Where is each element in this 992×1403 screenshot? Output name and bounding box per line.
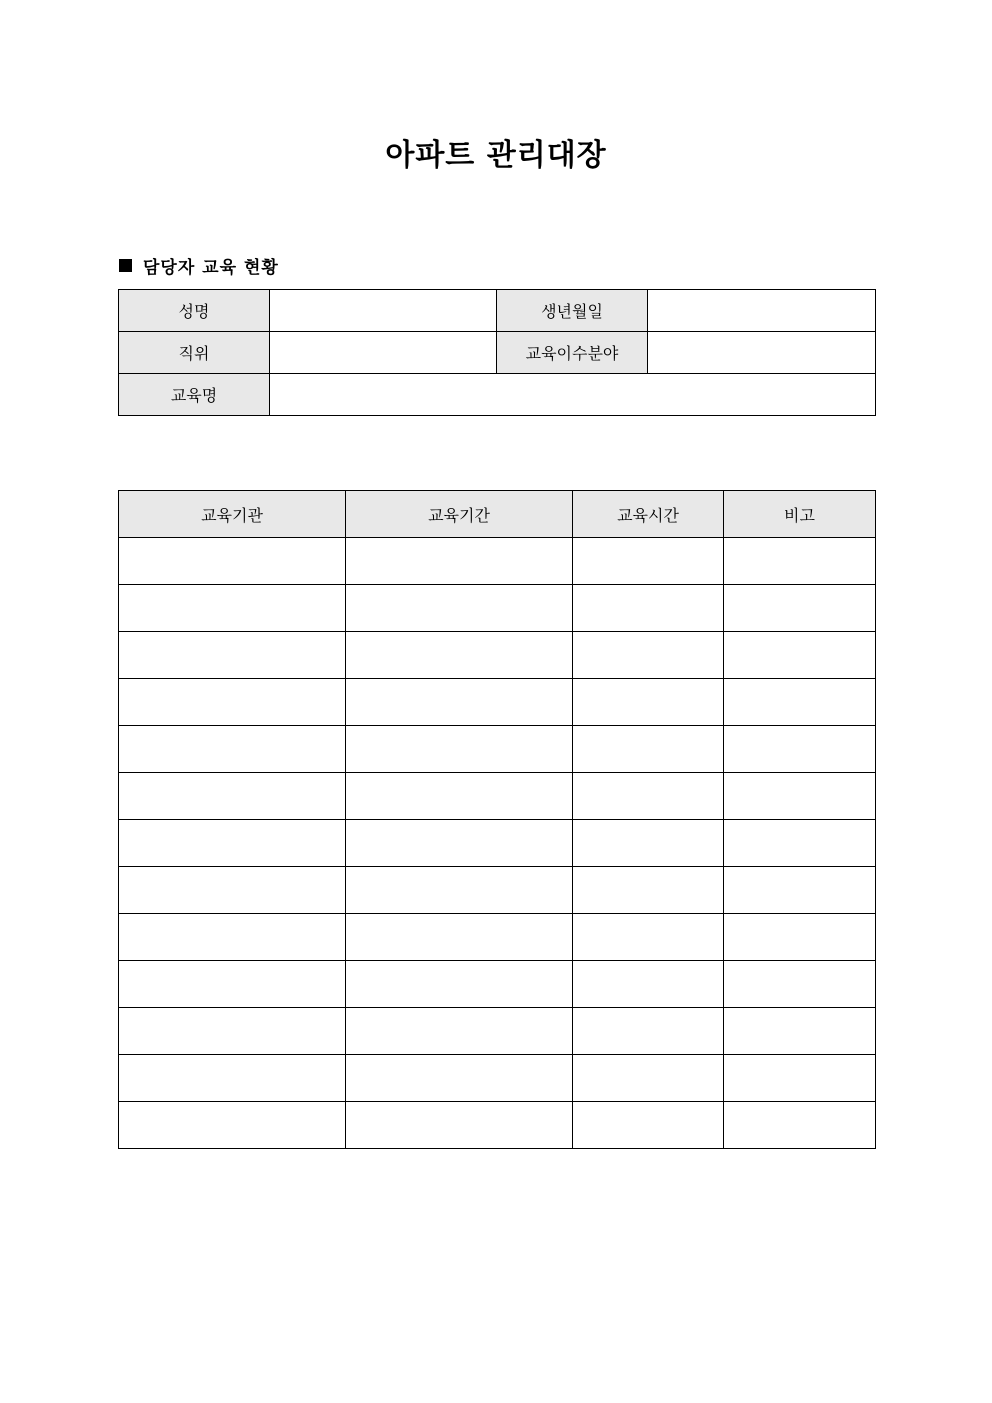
period-cell[interactable] [346, 679, 573, 726]
remarks-cell[interactable] [724, 1008, 876, 1055]
section-heading [119, 252, 279, 278]
header-institution: 교육기관 [119, 491, 346, 538]
training-record-table [118, 490, 876, 1149]
remarks-cell[interactable] [724, 867, 876, 914]
table-row [119, 867, 876, 914]
remarks-cell[interactable] [724, 1102, 876, 1149]
institution-cell[interactable] [119, 1055, 346, 1102]
table-row [119, 961, 876, 1008]
hours-cell[interactable] [573, 538, 724, 585]
institution-cell[interactable] [119, 773, 346, 820]
hours-cell[interactable] [573, 1055, 724, 1102]
period-cell[interactable] [346, 585, 573, 632]
hours-cell[interactable] [573, 773, 724, 820]
hours-cell[interactable] [573, 1008, 724, 1055]
info-row-course [119, 374, 876, 416]
institution-cell[interactable] [119, 914, 346, 961]
period-cell[interactable] [346, 914, 573, 961]
hours-cell[interactable] [573, 726, 724, 773]
table-row [119, 914, 876, 961]
institution-cell[interactable] [119, 961, 346, 1008]
table-row [119, 1055, 876, 1102]
hours-cell[interactable] [573, 867, 724, 914]
remarks-cell[interactable] [724, 914, 876, 961]
header-period: 교육기간 [346, 491, 573, 538]
institution-cell[interactable] [119, 726, 346, 773]
hours-cell[interactable] [573, 632, 724, 679]
header-remarks: 비고 [724, 491, 876, 538]
period-cell[interactable] [346, 867, 573, 914]
staff-info-table [118, 289, 876, 416]
name-label: 성명 [119, 290, 270, 332]
document-title: 아파트 관리대장 [385, 138, 607, 173]
institution-cell[interactable] [119, 538, 346, 585]
institution-cell[interactable] [119, 1102, 346, 1149]
remarks-cell[interactable] [724, 585, 876, 632]
remarks-cell[interactable] [724, 632, 876, 679]
period-cell[interactable] [346, 632, 573, 679]
table-row [119, 773, 876, 820]
table-row [119, 1102, 876, 1149]
period-cell[interactable] [346, 538, 573, 585]
course-name-field[interactable] [270, 374, 876, 416]
remarks-cell[interactable] [724, 1055, 876, 1102]
record-body [119, 538, 876, 1149]
table-row [119, 726, 876, 773]
table-row [119, 585, 876, 632]
birth-date-field[interactable] [648, 290, 876, 332]
hours-cell[interactable] [573, 914, 724, 961]
institution-cell[interactable] [119, 820, 346, 867]
institution-cell[interactable] [119, 585, 346, 632]
institution-cell[interactable] [119, 867, 346, 914]
black-square-bullet-icon [119, 259, 132, 272]
table-row [119, 820, 876, 867]
hours-cell[interactable] [573, 820, 724, 867]
course-name-label: 교육명 [119, 374, 270, 416]
table-row [119, 632, 876, 679]
training-field-label: 교육이수분야 [497, 332, 648, 374]
table-header-row [119, 491, 876, 538]
period-cell[interactable] [346, 1102, 573, 1149]
training-field-field[interactable] [648, 332, 876, 374]
hours-cell[interactable] [573, 1102, 724, 1149]
remarks-cell[interactable] [724, 961, 876, 1008]
info-row-position [119, 332, 876, 374]
hours-cell[interactable] [573, 679, 724, 726]
period-cell[interactable] [346, 1008, 573, 1055]
period-cell[interactable] [346, 820, 573, 867]
birth-date-label: 생년월일 [497, 290, 648, 332]
remarks-cell[interactable] [724, 538, 876, 585]
remarks-cell[interactable] [724, 726, 876, 773]
period-cell[interactable] [346, 1055, 573, 1102]
header-hours: 교육시간 [573, 491, 724, 538]
table-row [119, 1008, 876, 1055]
remarks-cell[interactable] [724, 773, 876, 820]
hours-cell[interactable] [573, 585, 724, 632]
table-row [119, 679, 876, 726]
period-cell[interactable] [346, 961, 573, 1008]
institution-cell[interactable] [119, 679, 346, 726]
institution-cell[interactable] [119, 1008, 346, 1055]
name-field[interactable] [270, 290, 497, 332]
section-heading-text: 담당자 교육 현황 [143, 257, 279, 278]
period-cell[interactable] [346, 773, 573, 820]
table-row [119, 538, 876, 585]
remarks-cell[interactable] [724, 820, 876, 867]
institution-cell[interactable] [119, 632, 346, 679]
remarks-cell[interactable] [724, 679, 876, 726]
info-row-name [119, 290, 876, 332]
position-field[interactable] [270, 332, 497, 374]
hours-cell[interactable] [573, 961, 724, 1008]
period-cell[interactable] [346, 726, 573, 773]
position-label: 직위 [119, 332, 270, 374]
